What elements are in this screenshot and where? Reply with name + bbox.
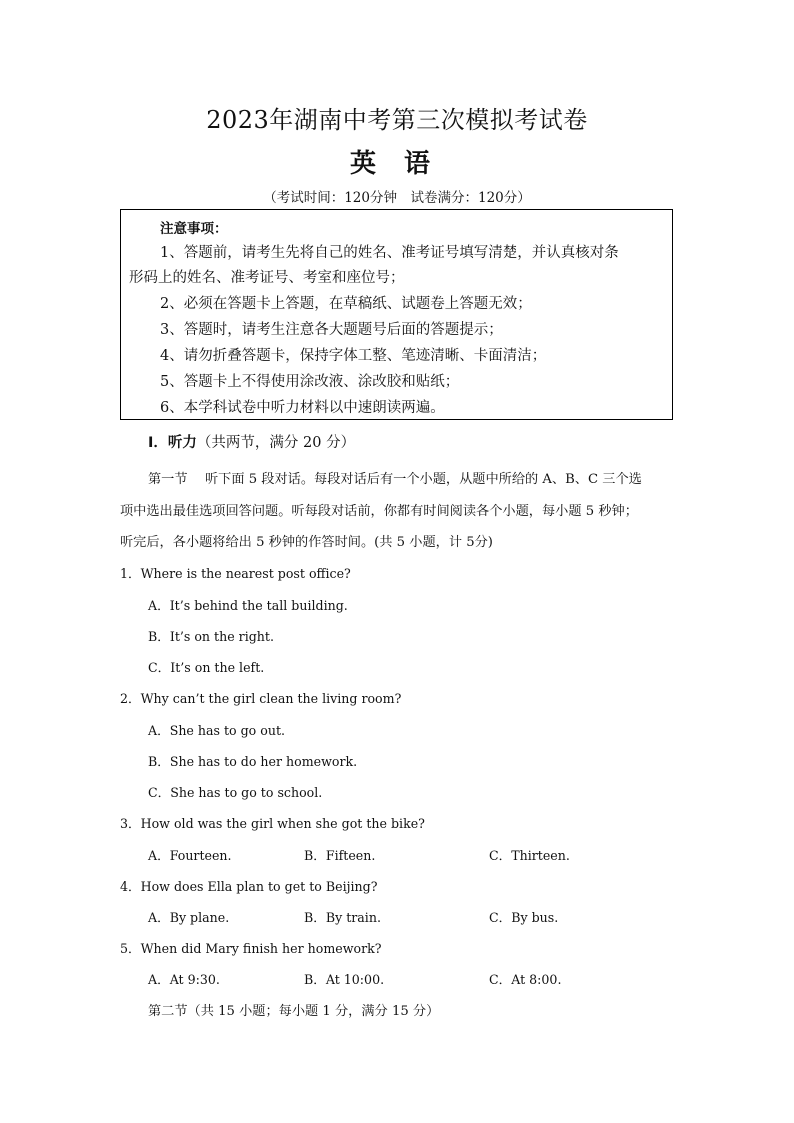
exam-meta: （考试时间：120分钟 试卷满分：120分） bbox=[263, 190, 531, 206]
question-option: B．It’s on the right. bbox=[148, 629, 274, 644]
instruction-line: 项中选出最佳选项回答问题。听每段对话前，你都有时间阅读各个小题，每小题 5 秒钟； bbox=[120, 504, 638, 519]
question-option: A．It’s behind the tall building. bbox=[148, 598, 348, 613]
question-option: A．Fourteen. bbox=[148, 848, 232, 863]
question-stem: 3．How old was the girl when she got the bike? bbox=[120, 816, 425, 831]
notice-item: 5、答题卡上不得使用涂改液、涂改胶和贴纸； bbox=[160, 374, 460, 390]
question-option: C．At 8:00. bbox=[489, 972, 562, 987]
question-stem: 4．How does Ella plan to get to Beijing? bbox=[120, 879, 378, 894]
question-option: A．She has to go out. bbox=[148, 723, 286, 738]
exam-title: 2023年湖南中考第三次模拟考试卷 bbox=[206, 106, 588, 134]
question-stem: 5．When did Mary finish her homework? bbox=[120, 941, 382, 956]
instruction-line: 听完后，各小题将给出 5 秒钟的作答时间。(共 5 小题，计 5分) bbox=[120, 535, 493, 550]
section-heading-note: （共两节，满分 20 分） bbox=[196, 435, 356, 451]
question-option: B．She has to do her homework. bbox=[148, 754, 358, 769]
section-heading-label: I．听力 bbox=[148, 435, 197, 451]
question-option: B．At 10:00. bbox=[304, 972, 385, 987]
notice-item: 2、必须在答题卡上答题，在草稿纸、试题卷上答题无效； bbox=[160, 296, 532, 312]
notice-item: 3、答题时，请考生注意各大题题号后面的答题提示； bbox=[160, 322, 503, 338]
notice-item: 6、本学科试卷中听力材料以中速朗读两遍。 bbox=[160, 400, 445, 416]
question-stem: 1．Where is the nearest post office? bbox=[120, 566, 351, 581]
part2-heading: 第二节（共 15 小题；每小题 1 分，满分 15 分） bbox=[148, 1004, 440, 1019]
question-stem: 2．Why can’t the girl clean the living room? bbox=[120, 691, 402, 706]
question-option: C．By bus. bbox=[489, 910, 559, 925]
instruction-line: 第一节 听下面 5 段对话。每段对话后有一个小题，从题中所给的 A、B、C 三个选 bbox=[148, 472, 642, 487]
notice-heading: 注意事项： bbox=[160, 221, 228, 237]
notice-item: 4、请勿折叠答题卡，保持字体工整、笔迹清晰、卡面清洁； bbox=[160, 348, 547, 364]
section-heading bbox=[148, 431, 355, 452]
notice-box bbox=[120, 209, 673, 420]
question-option: A．At 9:30. bbox=[148, 972, 220, 987]
notice-item: 1、答题前，请考生先将自己的姓名、准考证号填写清楚，并认真核对条 bbox=[160, 245, 619, 261]
subject-title: 英语 bbox=[349, 149, 458, 179]
notice-item: 形码上的姓名、准考证号、考室和座位号； bbox=[129, 270, 405, 286]
question-option: B．By train. bbox=[304, 910, 381, 925]
question-option: A．By plane. bbox=[148, 910, 230, 925]
question-option: C．It’s on the left. bbox=[148, 660, 265, 675]
question-option: B．Fifteen. bbox=[304, 848, 376, 863]
question-option: C．She has to go to school. bbox=[148, 785, 323, 800]
question-option: C．Thirteen. bbox=[489, 848, 570, 863]
